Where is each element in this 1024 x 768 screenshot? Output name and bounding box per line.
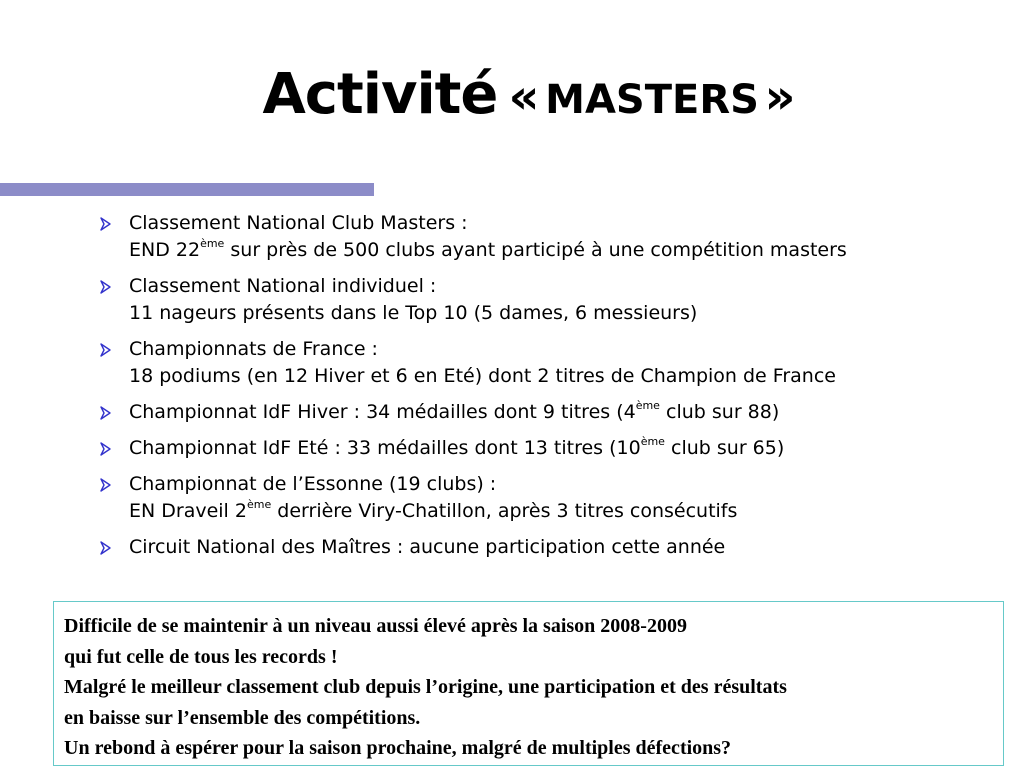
- title-main: Activité: [262, 62, 498, 127]
- arrow-bullet-icon: [98, 280, 112, 294]
- bullet-list: [98, 210, 998, 570]
- arrow-bullet-icon: [98, 217, 112, 231]
- note-line: Un rebond à espérer pour la saison prochaine, malgré de multiples défections?: [64, 737, 732, 759]
- summary-note-box: [53, 601, 1004, 766]
- list-item: [98, 399, 998, 426]
- note-line: en baisse sur l’ensemble des compétitions.: [64, 706, 421, 729]
- title-masters: MASTERS: [545, 77, 759, 123]
- list-item: [98, 273, 998, 327]
- arrow-bullet-icon: [98, 478, 112, 492]
- bullet-line: END 22ème sur près de 500 clubs ayant participé à une compétition masters: [129, 236, 847, 261]
- list-item: [98, 471, 998, 525]
- arrow-bullet-icon: [98, 442, 112, 456]
- bullet-line: Championnat IdF Eté : 33 médailles dont 13 titres (10ème club sur 65): [129, 434, 785, 459]
- bullet-line: Championnats de France :: [129, 338, 378, 360]
- list-item: [98, 336, 998, 390]
- bullet-line: 18 podiums (en 12 Hiver et 6 en Eté) dont 2 titres de Champion de France: [129, 365, 836, 387]
- list-item: [98, 210, 998, 264]
- note-line: qui fut celle de tous les records !: [64, 645, 338, 668]
- bullet-line: Championnat IdF Hiver : 34 médailles dont 9 titres (4ème club sur 88): [129, 398, 780, 423]
- arrow-bullet-icon: [98, 406, 112, 420]
- title-underline-bar: [0, 183, 374, 196]
- title-open-quote: «: [508, 69, 540, 125]
- bullet-line: Circuit National des Maîtres : aucune participation cette année: [129, 536, 726, 558]
- title-close-quote: »: [764, 69, 796, 125]
- slide-title: [0, 62, 1024, 127]
- arrow-bullet-icon: [98, 541, 112, 555]
- note-line: Difficile de se maintenir à un niveau aussi élevé après la saison 2008-2009: [64, 615, 687, 637]
- arrow-bullet-icon: [98, 343, 112, 357]
- bullet-line: Classement National Club Masters :: [129, 212, 468, 234]
- bullet-line: Classement National individuel :: [129, 275, 437, 297]
- bullet-line: 11 nageurs présents dans le Top 10 (5 dames, 6 messieurs): [129, 302, 698, 324]
- list-item: [98, 534, 998, 561]
- bullet-line: Championnat de l’Essonne (19 clubs) :: [129, 473, 497, 495]
- note-line: Malgré le meilleur classement club depuis l’origine, une participation et des résultats: [64, 676, 787, 698]
- bullet-line: EN Draveil 2ème derrière Viry-Chatillon, après 3 titres consécutifs: [129, 497, 738, 522]
- list-item: [98, 435, 998, 462]
